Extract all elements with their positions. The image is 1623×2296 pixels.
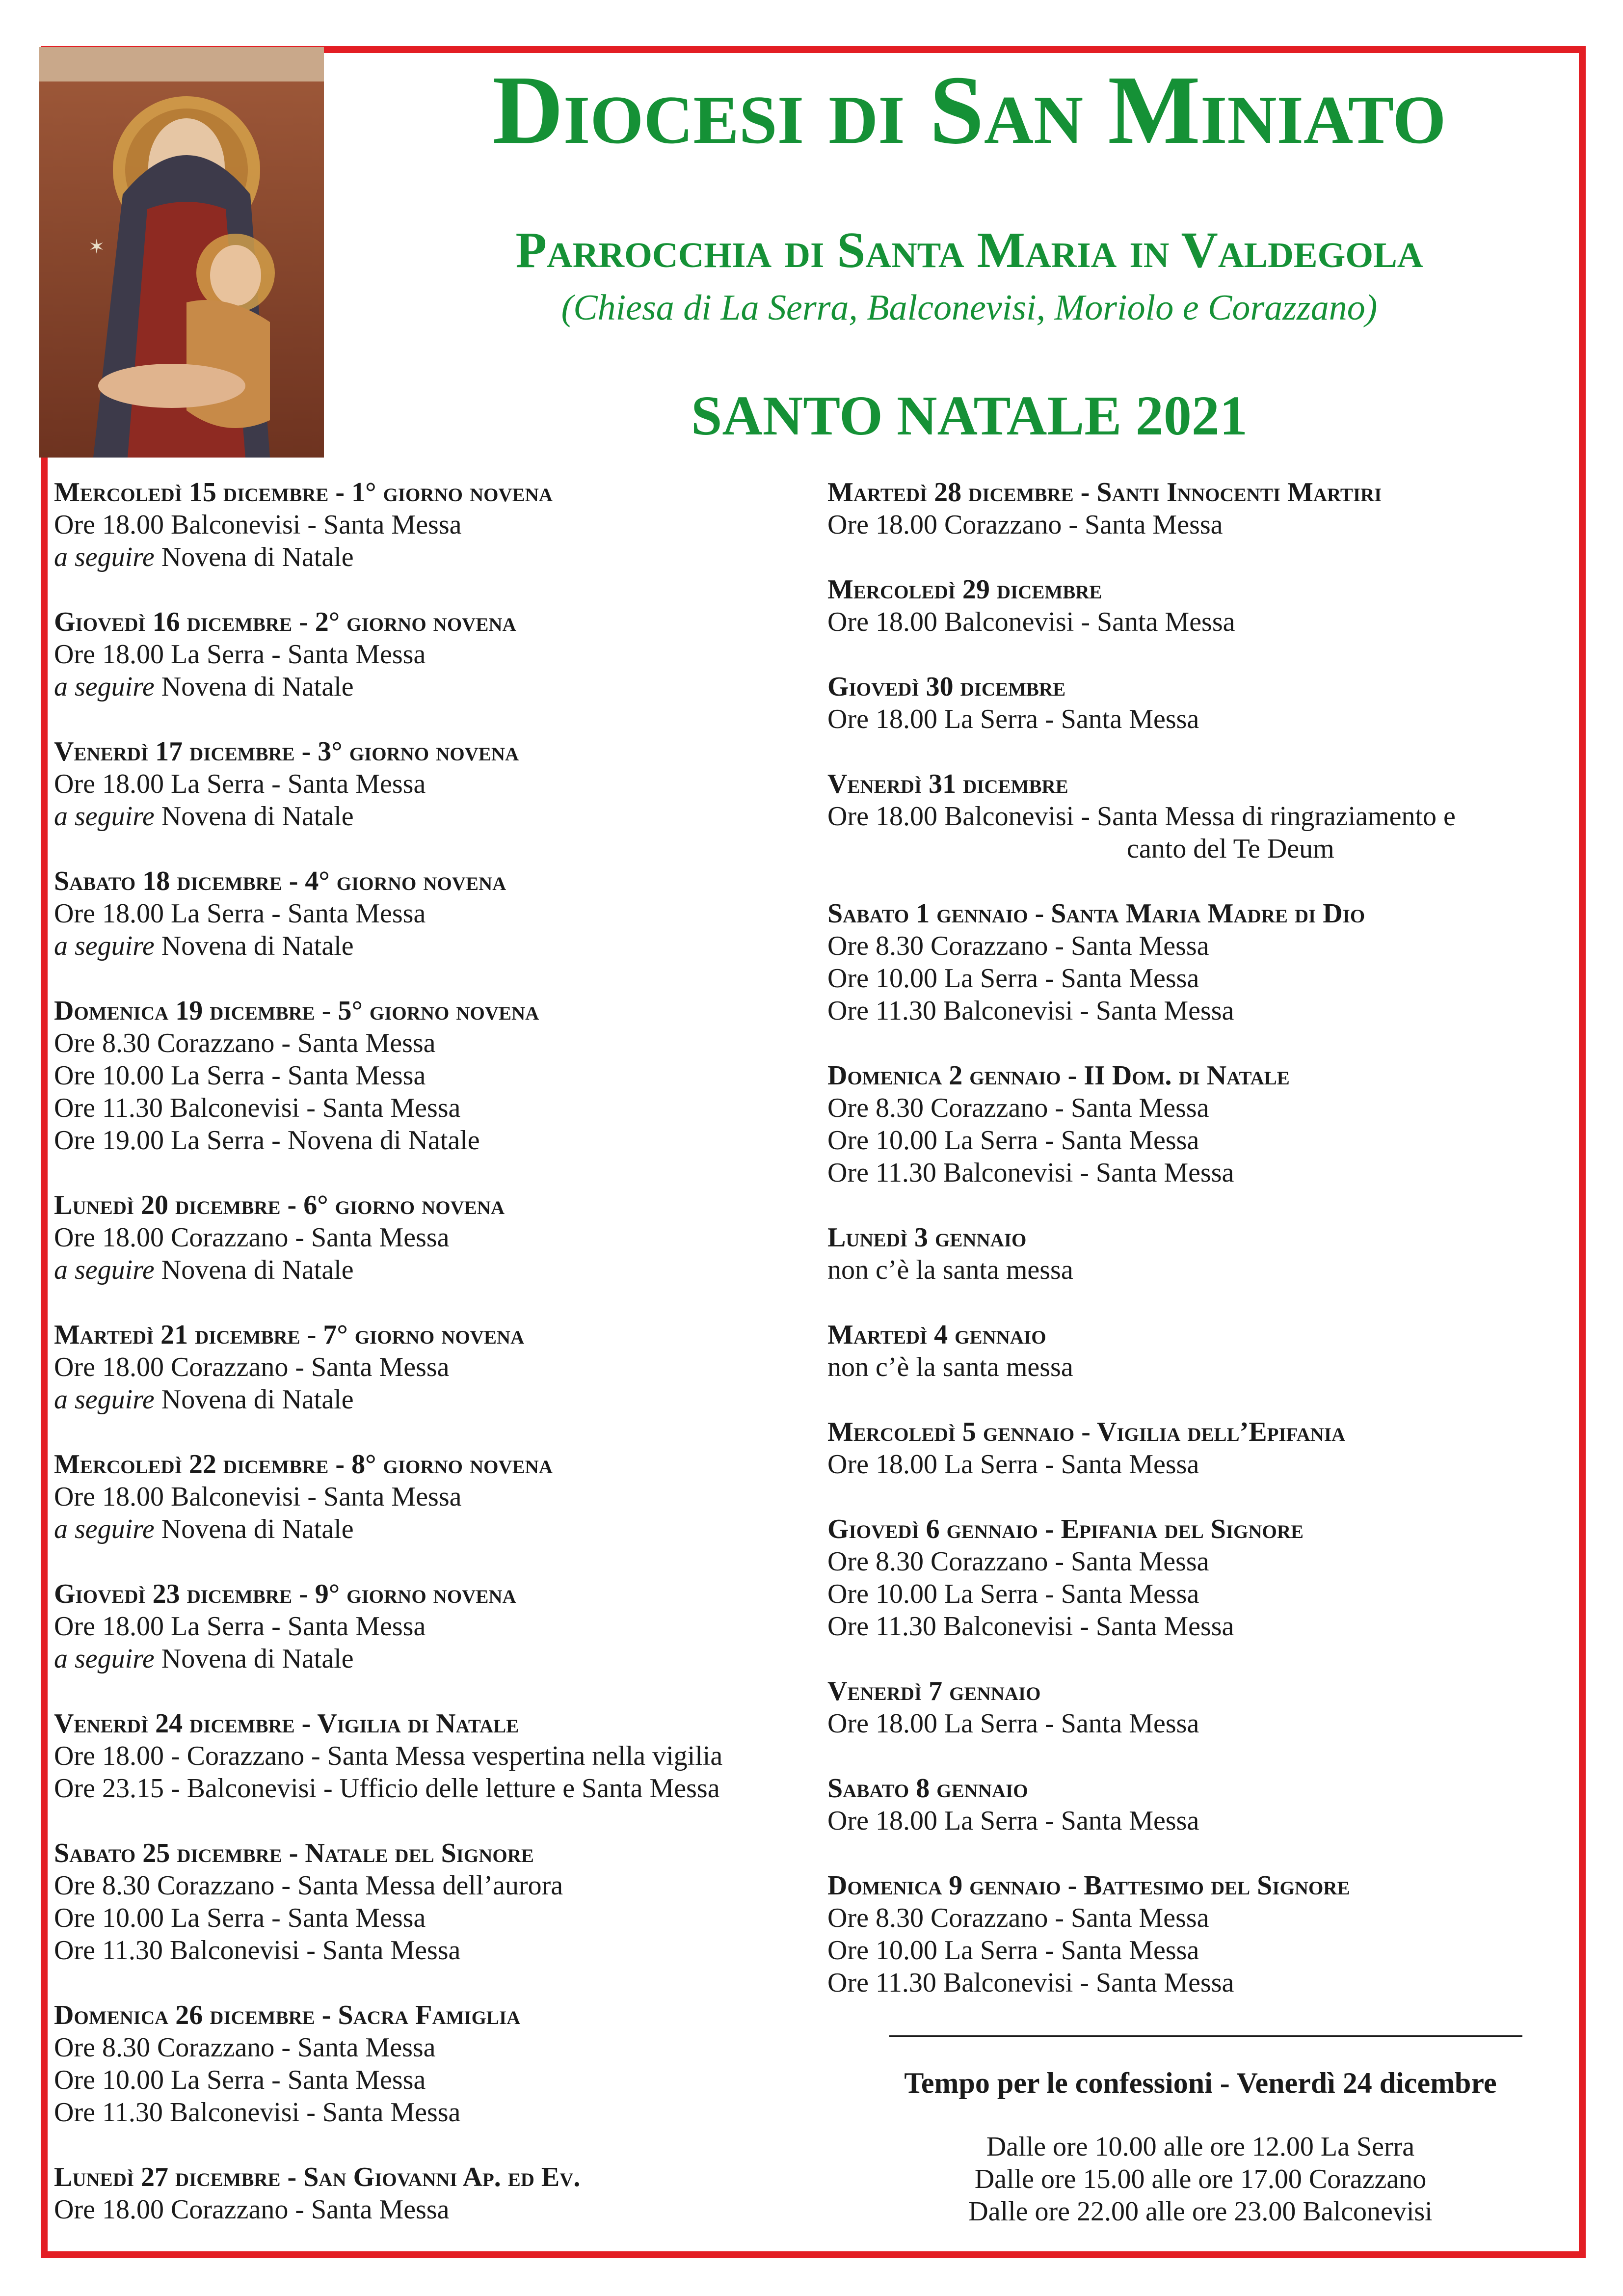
day-heading: Domenica 2 gennaio - II Dom. di Natale bbox=[827, 1060, 1290, 1091]
schedule-line bbox=[827, 962, 1573, 995]
schedule-line-text: non c’è la santa messa bbox=[827, 1352, 1073, 1382]
day-heading: Sabato 18 dicembre - 4° giorno novena bbox=[54, 866, 506, 896]
schedule-line-text: canto del Te Deum bbox=[1127, 834, 1334, 864]
schedule-line-text: Ore 18.00 Corazzano - Santa Messa bbox=[827, 510, 1223, 540]
schedule-day bbox=[827, 1319, 1573, 1383]
day-heading: Lunedì 20 dicembre - 6° giorno novena bbox=[54, 1190, 505, 1220]
schedule-day bbox=[54, 995, 810, 1157]
schedule-line bbox=[827, 1545, 1573, 1578]
day-heading: Martedì 21 dicembre - 7° giorno novena bbox=[54, 1320, 525, 1350]
day-heading: Mercoledì 15 dicembre - 1° giorno novena bbox=[54, 477, 553, 508]
schedule-line-text: Ore 18.00 La Serra - Santa Messa bbox=[54, 639, 426, 670]
day-heading: Mercoledì 29 dicembre bbox=[827, 574, 1102, 605]
schedule-day bbox=[827, 1513, 1573, 1643]
schedule-line bbox=[54, 509, 810, 541]
schedule-day bbox=[54, 1578, 810, 1675]
schedule-line bbox=[827, 833, 1573, 865]
schedule-line-text: Ore 11.30 Balconevisi - Santa Messa bbox=[54, 1935, 461, 1966]
confession-slot: Dalle ore 22.00 alle ore 23.00 Balconevisi bbox=[968, 2196, 1433, 2227]
schedule-line-text: Ore 18.00 Balconevisi - Santa Messa bbox=[827, 607, 1235, 637]
day-heading: Domenica 9 gennaio - Battesimo del Signore bbox=[827, 1870, 1350, 1901]
schedule-line-text: Ore 18.00 La Serra - Santa Messa bbox=[827, 1806, 1199, 1836]
schedule-line bbox=[827, 703, 1573, 735]
schedule-day bbox=[54, 2161, 810, 2226]
schedule-line-text: Novena di Natale bbox=[154, 801, 354, 832]
schedule-line bbox=[54, 800, 810, 833]
schedule-day bbox=[54, 735, 810, 833]
schedule-line-text: Novena di Natale bbox=[154, 931, 354, 961]
madonna-painting bbox=[39, 47, 324, 458]
schedule-line-emphasis: a seguire bbox=[54, 801, 155, 832]
schedule-line-text: Ore 18.00 - Corazzano - Santa Messa vespertina nella vigilia bbox=[54, 1741, 723, 1771]
schedule-day bbox=[54, 1837, 810, 1967]
schedule-line bbox=[827, 1934, 1573, 1967]
schedule-day bbox=[54, 1319, 810, 1416]
schedule-line bbox=[54, 1092, 810, 1124]
schedule-line-text: Novena di Natale bbox=[154, 1514, 354, 1544]
schedule-line bbox=[827, 995, 1573, 1027]
schedule-line-text: Novena di Natale bbox=[154, 1644, 354, 1674]
schedule-line bbox=[827, 1902, 1573, 1934]
schedule-line-emphasis: a seguire bbox=[54, 1255, 155, 1285]
schedule-line bbox=[827, 1448, 1573, 1481]
schedule-line-text: Ore 18.00 Balconevisi - Santa Messa bbox=[54, 510, 462, 540]
schedule-line bbox=[54, 1027, 810, 1059]
schedule-line-text: Ore 11.30 Balconevisi - Santa Messa bbox=[827, 996, 1234, 1026]
schedule-line-text: Ore 11.30 Balconevisi - Santa Messa bbox=[54, 2097, 461, 2128]
schedule-line-text: Ore 8.30 Corazzano - Santa Messa bbox=[827, 931, 1209, 961]
schedule-line bbox=[827, 1610, 1573, 1643]
schedule-line-text: Ore 18.00 La Serra - Santa Messa bbox=[54, 769, 426, 799]
day-heading: Giovedì 6 gennaio - Epifania del Signore bbox=[827, 1514, 1304, 1544]
schedule-line-text: Ore 10.00 La Serra - Santa Messa bbox=[54, 2065, 426, 2095]
confessions-list bbox=[827, 2131, 1573, 2228]
schedule-line bbox=[54, 1254, 810, 1286]
schedule-day bbox=[54, 476, 810, 573]
day-heading: Lunedì 3 gennaio bbox=[827, 1222, 1027, 1253]
schedule-day bbox=[827, 1772, 1573, 1837]
schedule-line bbox=[54, 638, 810, 671]
schedule-line-text: Ore 8.30 Corazzano - Santa Messa bbox=[827, 1903, 1209, 1933]
schedule-line bbox=[54, 1869, 810, 1902]
schedule-line bbox=[54, 671, 810, 703]
schedule-line-text: Ore 10.00 La Serra - Santa Messa bbox=[827, 1935, 1199, 1966]
schedule-line-text: Ore 10.00 La Serra - Santa Messa bbox=[54, 1903, 426, 1933]
day-heading: Martedì 4 gennaio bbox=[827, 1320, 1046, 1350]
schedule-day bbox=[827, 671, 1573, 735]
schedule-line-text: Ore 10.00 La Serra - Santa Messa bbox=[827, 963, 1199, 994]
schedule-line-text: Ore 23.15 - Balconevisi - Ufficio delle letture e Santa Messa bbox=[54, 1773, 720, 1804]
schedule-line bbox=[827, 930, 1573, 962]
schedule-column-left bbox=[54, 476, 810, 2258]
schedule-line-text: Ore 8.30 Corazzano - Santa Messa dell’aurora bbox=[54, 1870, 563, 1901]
schedule-line-text: Ore 11.30 Balconevisi - Santa Messa bbox=[827, 1611, 1234, 1642]
day-heading: Venerdì 31 dicembre bbox=[827, 769, 1068, 799]
schedule-line-text: Novena di Natale bbox=[154, 1384, 354, 1415]
schedule-line-text: Ore 8.30 Corazzano - Santa Messa bbox=[827, 1093, 1209, 1123]
day-heading: Giovedì 16 dicembre - 2° giorno novena bbox=[54, 607, 516, 637]
day-heading: Mercoledì 5 gennaio - Vigilia dell’Epifania bbox=[827, 1417, 1346, 1447]
schedule-line-text: Ore 10.00 La Serra - Santa Messa bbox=[54, 1060, 426, 1091]
schedule-line bbox=[827, 1092, 1573, 1124]
schedule-day bbox=[54, 1999, 810, 2129]
schedule-day bbox=[827, 1059, 1573, 1189]
confession-slot: Dalle ore 10.00 alle ore 12.00 La Serra bbox=[986, 2132, 1415, 2162]
schedule-line bbox=[827, 800, 1573, 833]
schedule-line-text: Ore 18.00 Corazzano - Santa Messa bbox=[54, 1222, 450, 1253]
schedule-line-text: Ore 18.00 Balconevisi - Santa Messa bbox=[54, 1482, 462, 1512]
schedule-line bbox=[54, 2031, 810, 2064]
day-heading: Venerdì 7 gennaio bbox=[827, 1676, 1041, 1706]
day-heading: Sabato 25 dicembre - Natale del Signore bbox=[54, 1838, 534, 1868]
schedule-line-text: Ore 10.00 La Serra - Santa Messa bbox=[827, 1579, 1199, 1609]
day-heading: Sabato 1 gennaio - Santa Maria Madre di Dio bbox=[827, 898, 1365, 929]
schedule-line-emphasis: a seguire bbox=[54, 931, 155, 961]
schedule-line bbox=[54, 1059, 810, 1092]
schedule-line-text: Ore 18.00 La Serra - Santa Messa bbox=[827, 1708, 1199, 1739]
schedule-line bbox=[54, 1383, 810, 1416]
schedule-day bbox=[827, 1416, 1573, 1481]
schedule-line bbox=[54, 1124, 810, 1157]
day-heading: Giovedì 23 dicembre - 9° giorno novena bbox=[54, 1579, 516, 1609]
schedule-day bbox=[827, 897, 1573, 1027]
day-heading: Venerdì 17 dicembre - 3° giorno novena bbox=[54, 736, 519, 767]
schedule-line-text: Ore 19.00 La Serra - Novena di Natale bbox=[54, 1125, 480, 1156]
schedule-line-text: Ore 18.00 La Serra - Santa Messa bbox=[54, 1611, 426, 1642]
schedule-line bbox=[827, 1157, 1573, 1189]
schedule-line-text: Ore 18.00 La Serra - Santa Messa bbox=[54, 898, 426, 929]
schedule-day bbox=[827, 1869, 1573, 1999]
svg-text:✶: ✶ bbox=[88, 236, 105, 258]
schedule-line bbox=[54, 1902, 810, 1934]
schedule-line bbox=[827, 1351, 1573, 1383]
schedule-line bbox=[827, 509, 1573, 541]
schedule-line-text: Ore 10.00 La Serra - Santa Messa bbox=[827, 1125, 1199, 1156]
schedule-line-text: Ore 11.30 Balconevisi - Santa Messa bbox=[54, 1093, 461, 1123]
schedule-line bbox=[54, 930, 810, 962]
schedule-line-text: Ore 8.30 Corazzano - Santa Messa bbox=[827, 1546, 1209, 1577]
schedule-line-text: Ore 11.30 Balconevisi - Santa Messa bbox=[827, 1968, 1234, 1998]
day-heading: Domenica 19 dicembre - 5° giorno novena bbox=[54, 996, 539, 1026]
day-heading: Venerdì 24 dicembre - Vigilia di Natale bbox=[54, 1708, 519, 1739]
schedule-line bbox=[54, 2064, 810, 2096]
schedule-line-emphasis: a seguire bbox=[54, 1514, 155, 1544]
schedule-day bbox=[54, 865, 810, 962]
schedule-line bbox=[827, 606, 1573, 638]
schedule-line bbox=[827, 1707, 1573, 1740]
diocese-title: Diocesi di San Miniato bbox=[492, 56, 1446, 164]
schedule-line-text: Novena di Natale bbox=[154, 542, 354, 572]
schedule-line bbox=[54, 1934, 810, 1967]
day-heading: Martedì 28 dicembre - Santi Innocenti Martiri bbox=[827, 477, 1382, 508]
schedule-line-text: Ore 18.00 Corazzano - Santa Messa bbox=[54, 2194, 450, 2225]
confession-slot: Dalle ore 15.00 alle ore 17.00 Corazzano bbox=[974, 2164, 1427, 2194]
schedule-line bbox=[827, 1967, 1573, 1999]
churches-note: (Chiesa di La Serra, Balconevisi, Moriolo e Corazzano) bbox=[561, 288, 1378, 328]
day-heading: Mercoledì 22 dicembre - 8° giorno novena bbox=[54, 1449, 553, 1480]
schedule-day bbox=[827, 573, 1573, 638]
schedule-line-text: Ore 11.30 Balconevisi - Santa Messa bbox=[827, 1158, 1234, 1188]
schedule-line-emphasis: a seguire bbox=[54, 672, 155, 702]
schedule-line-text: Ore 18.00 La Serra - Santa Messa bbox=[827, 1449, 1199, 1480]
schedule-line bbox=[54, 1513, 810, 1545]
schedule-line-text: Ore 18.00 Balconevisi - Santa Messa di ringraziamento e bbox=[827, 801, 1456, 832]
schedule-line bbox=[827, 1254, 1573, 1286]
schedule-line bbox=[54, 1740, 810, 1772]
schedule-line bbox=[827, 1805, 1573, 1837]
christmas-year-title: SANTO NATALE 2021 bbox=[691, 384, 1248, 447]
schedule-line bbox=[827, 1578, 1573, 1610]
schedule-day bbox=[827, 476, 1573, 541]
day-heading: Lunedì 27 dicembre - San Giovanni Ap. ed Ev. bbox=[54, 2162, 581, 2192]
confessions-title: Tempo per le confessioni - Venerdì 24 dicembre bbox=[904, 2067, 1497, 2099]
schedule-line-text: Ore 8.30 Corazzano - Santa Messa bbox=[54, 1028, 436, 1058]
schedule-line bbox=[54, 1481, 810, 1513]
schedule-day bbox=[827, 1675, 1573, 1740]
schedule-line-text: Ore 8.30 Corazzano - Santa Messa bbox=[54, 2032, 436, 2063]
schedule-day bbox=[827, 1221, 1573, 1286]
schedule-column-right bbox=[827, 476, 1573, 2031]
schedule-day bbox=[54, 1707, 810, 1805]
schedule-line bbox=[54, 2193, 810, 2226]
schedule-line bbox=[54, 1643, 810, 1675]
schedule-line-text: Novena di Natale bbox=[154, 1255, 354, 1285]
parish-title: Parrocchia di Santa Maria in Valdegola bbox=[515, 222, 1423, 278]
schedule-line-text: non c’è la santa messa bbox=[827, 1255, 1073, 1285]
schedule-line bbox=[54, 897, 810, 930]
schedule-line-text: Ore 18.00 La Serra - Santa Messa bbox=[827, 704, 1199, 734]
day-heading: Domenica 26 dicembre - Sacra Famiglia bbox=[54, 2000, 521, 2030]
divider-line bbox=[889, 2035, 1522, 2037]
madonna-image bbox=[39, 47, 324, 458]
schedule-line bbox=[54, 1610, 810, 1643]
schedule-line bbox=[54, 2096, 810, 2129]
day-heading: Sabato 8 gennaio bbox=[827, 1773, 1028, 1804]
schedule-line bbox=[54, 768, 810, 800]
schedule-line-emphasis: a seguire bbox=[54, 1644, 155, 1674]
schedule-line bbox=[54, 1351, 810, 1383]
schedule-line-text: Ore 18.00 Corazzano - Santa Messa bbox=[54, 1352, 450, 1382]
day-heading: Giovedì 30 dicembre bbox=[827, 672, 1066, 702]
schedule-day bbox=[54, 1189, 810, 1286]
schedule-line bbox=[54, 1772, 810, 1805]
schedule-day bbox=[54, 606, 810, 703]
schedule-line-text: Novena di Natale bbox=[154, 672, 354, 702]
schedule-line-emphasis: a seguire bbox=[54, 1384, 155, 1415]
schedule-line bbox=[827, 1124, 1573, 1157]
schedule-line bbox=[54, 541, 810, 573]
schedule-day bbox=[54, 1448, 810, 1545]
schedule-day bbox=[827, 768, 1573, 865]
schedule-line bbox=[54, 1221, 810, 1254]
schedule-line-emphasis: a seguire bbox=[54, 542, 155, 572]
